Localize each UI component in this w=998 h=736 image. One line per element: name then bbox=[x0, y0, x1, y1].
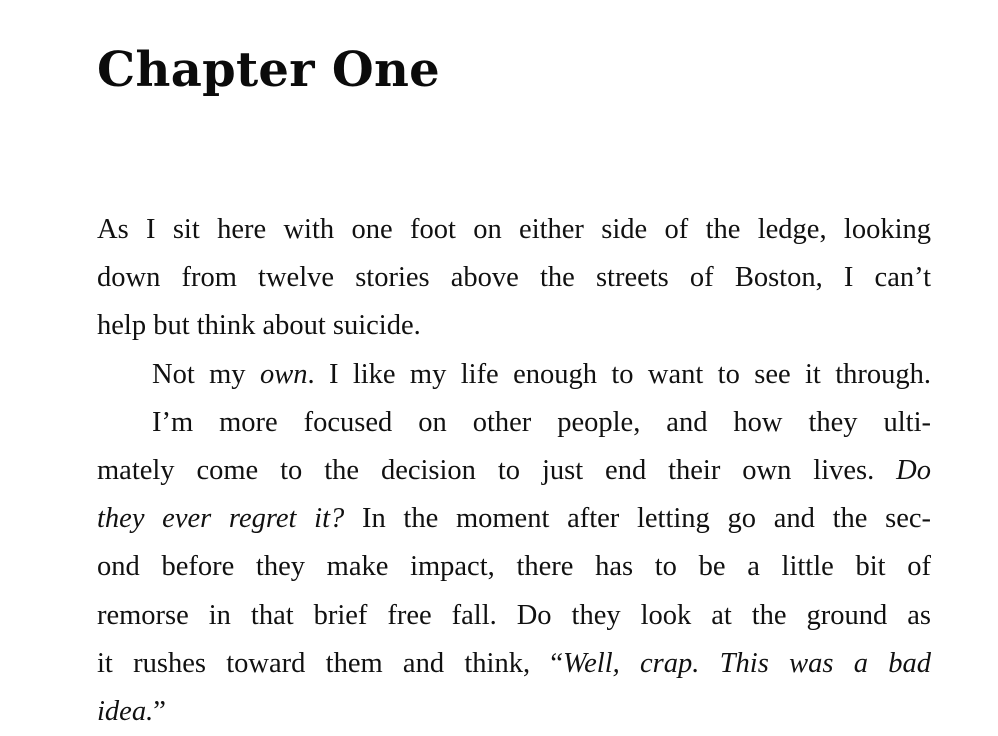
text-segment: mately come to the decision to just end their own lives. bbox=[97, 454, 897, 486]
text-line bbox=[97, 447, 931, 495]
italic-segment: Well, crap. This was a bad bbox=[563, 647, 932, 679]
text-segment: remorse in that brief free fall. Do they look at the ground as bbox=[97, 599, 931, 631]
chapter-title: Chapter One bbox=[97, 42, 441, 98]
italic-segment: own bbox=[259, 358, 308, 390]
text-line bbox=[97, 688, 931, 736]
text-line bbox=[97, 543, 931, 591]
italic-segment: idea. bbox=[97, 695, 154, 727]
italic-segment: Do bbox=[896, 454, 931, 486]
text-line bbox=[97, 640, 931, 688]
text-segment: it rushes toward them and think, “ bbox=[97, 647, 564, 679]
text-line bbox=[97, 254, 931, 302]
text-line bbox=[97, 592, 931, 640]
text-line bbox=[97, 351, 931, 399]
italic-segment: they ever regret it? bbox=[97, 503, 345, 535]
text-segment: As I sit here with one foot on either side of the ledge, looking bbox=[97, 214, 931, 245]
text-line bbox=[97, 206, 931, 254]
text-segment: . I like my life enough to want to see it through. bbox=[307, 358, 931, 390]
text-segment: down from twelve stories above the streets of Boston, I can’t bbox=[97, 262, 931, 294]
text-segment: ond before they make impact, there has to be a little bit of bbox=[97, 551, 931, 583]
text-segment: I’m more focused on other people, and how they ulti- bbox=[152, 406, 931, 438]
text-segment: In the moment after letting go and the sec- bbox=[344, 503, 931, 535]
text-line bbox=[97, 495, 931, 543]
text-segment: Not my bbox=[152, 358, 260, 390]
text-line bbox=[97, 399, 931, 447]
text-line bbox=[97, 302, 931, 350]
text-segment: help but think about suicide. bbox=[97, 310, 421, 342]
text-segment: ” bbox=[153, 695, 166, 727]
chapter-body bbox=[97, 206, 931, 736]
